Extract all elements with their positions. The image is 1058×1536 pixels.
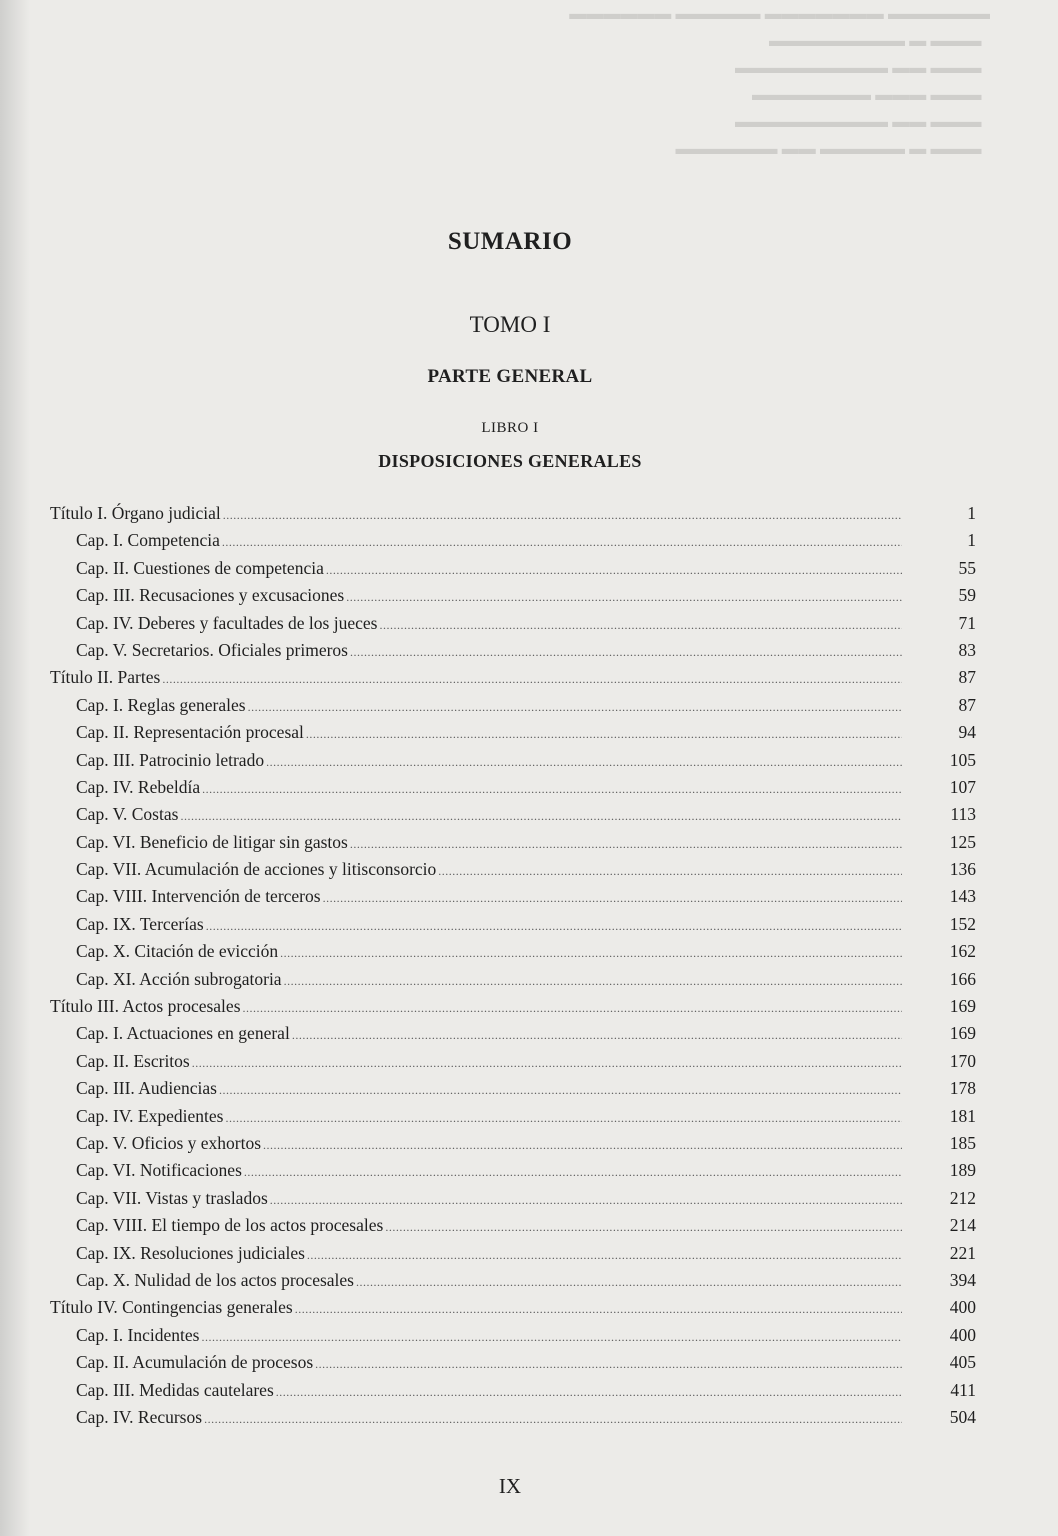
dot-leader	[202, 776, 902, 803]
toc-page-number: 212	[949, 1187, 976, 1208]
toc-entry-label: Título II. Partes	[50, 667, 161, 688]
book-heading: LIBRO I	[481, 420, 539, 436]
toc-page-number: 214	[949, 1215, 976, 1236]
document-title: SUMARIO	[447, 228, 573, 255]
toc-page-number: 504	[949, 1406, 976, 1427]
toc-page-number: 152	[949, 913, 976, 934]
toc-page-number: 394	[949, 1269, 976, 1290]
dot-leader	[306, 721, 902, 748]
show-through-texture: ▬▬▬▬▬▬ ▬▬▬▬▬▬▬ ▬▬▬▬▬ ▬▬▬▬▬▬ ▬▬▬ ▬ ▬▬▬▬▬▬▬▬ ▬▬▬ ▬▬ ▬▬▬▬▬▬▬▬▬ ▬▬▬ ▬▬▬ ▬▬▬▬▬▬▬ ▬▬▬ ▬▬ ▬▬▬▬▬▬▬▬▬ ▬▬▬ ▬ ▬▬▬▬▬ ▬▬ ▬▬▬▬▬▬	[569, 4, 990, 158]
toc-page-number: 411	[950, 1379, 976, 1400]
dot-leader	[307, 1242, 902, 1269]
toc-entry-label: Cap. V. Secretarios. Oficiales primeros	[76, 639, 348, 660]
toc-page-number: 87	[958, 667, 976, 688]
toc-entry-label: Cap. VII. Vistas y traslados	[76, 1187, 268, 1208]
toc-chapter-entry	[50, 1185, 976, 1212]
dot-leader	[204, 1406, 902, 1433]
toc-entry-label: Cap. V. Costas	[76, 804, 179, 825]
dot-leader	[270, 1187, 902, 1214]
toc-chapter-entry	[50, 582, 976, 609]
toc-page-number: 87	[958, 694, 976, 715]
toc-chapter-entry	[50, 555, 976, 582]
dot-leader	[243, 995, 902, 1022]
toc-chapter-entry	[50, 883, 976, 910]
dot-leader	[323, 885, 902, 912]
toc-entry-label: Cap. IV. Deberes y facultades de los jueces	[76, 612, 378, 633]
toc-entry-label: Cap. II. Cuestiones de competencia	[76, 557, 324, 578]
dot-leader	[192, 1050, 902, 1077]
volume-heading: TOMO I	[469, 312, 551, 337]
toc-title-entry	[50, 664, 976, 691]
toc-page-number: 170	[949, 1050, 976, 1071]
toc-entry-label: Cap. I. Actuaciones en general	[76, 1023, 290, 1044]
toc-entry-label: Cap. III. Medidas cautelares	[76, 1379, 274, 1400]
toc-entry-label: Título III. Actos procesales	[50, 996, 241, 1017]
toc-entry-label: Cap. VIII. Intervención de terceros	[76, 886, 321, 907]
toc-chapter-entry	[50, 747, 976, 774]
toc-entry-label: Cap. X. Citación de evicción	[76, 941, 279, 962]
dot-leader	[346, 584, 902, 611]
dot-leader	[222, 529, 902, 556]
toc-page-number: 94	[958, 722, 976, 743]
toc-chapter-entry	[50, 801, 976, 828]
toc-title-entry	[50, 1294, 976, 1321]
toc-title-entry	[50, 500, 976, 527]
toc-entry-label: Cap. VII. Acumulación de acciones y litisconsorcio	[76, 859, 437, 880]
toc-entry-label: Cap. VIII. El tiempo de los actos procesales	[76, 1215, 384, 1236]
toc-chapter-entry	[50, 1103, 976, 1130]
toc-chapter-entry	[50, 829, 976, 856]
toc-chapter-entry	[50, 637, 976, 664]
toc-entry-label: Cap. III. Audiencias	[76, 1078, 217, 1099]
toc-chapter-entry	[50, 1377, 976, 1404]
toc-chapter-entry	[50, 1157, 976, 1184]
toc-page-number: 1	[967, 530, 976, 551]
toc-chapter-entry	[50, 1212, 976, 1239]
toc-entry-label: Título I. Órgano judicial	[50, 503, 221, 523]
table-of-contents	[50, 500, 976, 1431]
toc-entry-label: Cap. V. Oficios y exhortos	[76, 1132, 262, 1153]
toc-page-number: 71	[958, 612, 976, 633]
toc-chapter-entry	[50, 527, 976, 554]
toc-chapter-entry	[50, 1322, 976, 1349]
page-folio: IX	[498, 1474, 522, 1498]
dot-leader	[292, 1022, 902, 1049]
toc-page-number: 162	[949, 941, 976, 962]
toc-page-number: 1	[967, 503, 976, 523]
toc-chapter-entry	[50, 774, 976, 801]
toc-page-number: 185	[949, 1132, 976, 1153]
dot-leader	[219, 1077, 902, 1104]
dot-leader	[350, 639, 902, 666]
dot-leader	[385, 1214, 902, 1241]
toc-page-number: 105	[949, 749, 976, 770]
dot-leader	[326, 557, 902, 584]
dot-leader	[180, 803, 902, 830]
dot-leader	[201, 1324, 902, 1351]
toc-chapter-entry	[50, 1267, 976, 1294]
toc-entry-label: Cap. I. Incidentes	[76, 1324, 200, 1345]
toc-chapter-entry	[50, 610, 976, 637]
toc-page-number: 169	[949, 996, 976, 1017]
toc-page-number: 400	[949, 1324, 976, 1345]
dot-leader	[315, 1351, 902, 1378]
dot-leader	[350, 831, 902, 858]
toc-entry-label: Título IV. Contingencias generales	[50, 1297, 293, 1318]
toc-page-number: 405	[949, 1352, 976, 1373]
dot-leader	[276, 1379, 902, 1406]
toc-page-number: 166	[949, 968, 976, 989]
toc-entry-label: Cap. IV. Recursos	[76, 1406, 203, 1427]
dot-leader	[266, 749, 902, 776]
toc-chapter-entry	[50, 938, 976, 965]
toc-chapter-entry	[50, 1048, 976, 1075]
dot-leader	[206, 913, 902, 940]
toc-entry-label: Cap. III. Recusaciones y excusaciones	[76, 585, 345, 606]
toc-page-number: 178	[949, 1078, 976, 1099]
toc-page-number: 107	[949, 776, 976, 797]
toc-entry-label: Cap. III. Patrocinio letrado	[76, 749, 265, 770]
dot-leader	[438, 858, 902, 885]
toc-chapter-entry	[50, 911, 976, 938]
toc-chapter-entry	[50, 1020, 976, 1047]
toc-page-number: 400	[949, 1297, 976, 1318]
toc-page-number: 83	[958, 639, 976, 660]
toc-title-entry	[50, 993, 976, 1020]
toc-chapter-entry	[50, 1349, 976, 1376]
toc-entry-label: Cap. VI. Beneficio de litigar sin gastos	[76, 831, 348, 852]
toc-entry-label: Cap. VI. Notificaciones	[76, 1160, 242, 1181]
toc-chapter-entry	[50, 719, 976, 746]
toc-entry-label: Cap. I. Competencia	[76, 530, 220, 551]
dot-leader	[263, 1132, 902, 1159]
dot-leader	[295, 1296, 902, 1323]
toc-page-number: 113	[950, 804, 976, 825]
toc-chapter-entry	[50, 966, 976, 993]
part-heading: PARTE GENERAL	[427, 366, 593, 387]
toc-entry-label: Cap. IX. Resoluciones judiciales	[76, 1242, 305, 1263]
toc-page-number: 136	[949, 859, 976, 880]
toc-chapter-entry	[50, 1075, 976, 1102]
toc-chapter-entry	[50, 1404, 976, 1431]
toc-entry-label: Cap. XI. Acción subrogatoria	[76, 968, 282, 989]
dot-leader	[356, 1269, 902, 1296]
toc-page-number: 59	[958, 585, 976, 606]
dot-leader	[244, 1159, 902, 1186]
dot-leader	[379, 612, 902, 639]
toc-page-number: 125	[949, 831, 976, 852]
dot-leader	[225, 1105, 902, 1132]
toc-entry-label: Cap. II. Representación procesal	[76, 722, 304, 743]
toc-entry-label: Cap. I. Reglas generales	[76, 694, 246, 715]
toc-entry-label: Cap. IV. Expedientes	[76, 1105, 224, 1126]
toc-chapter-entry	[50, 856, 976, 883]
toc-chapter-entry	[50, 692, 976, 719]
toc-page-number: 55	[958, 557, 976, 578]
toc-entry-label: Cap. II. Acumulación de procesos	[76, 1352, 314, 1373]
toc-page-number: 221	[949, 1242, 976, 1263]
toc-entry-label: Cap. IX. Tercerías	[76, 913, 204, 934]
toc-page-number: 143	[949, 886, 976, 907]
toc-page-number: 169	[949, 1023, 976, 1044]
toc-page-number: 189	[949, 1160, 976, 1181]
dot-leader	[284, 968, 902, 995]
dot-leader	[280, 940, 902, 967]
toc-chapter-entry	[50, 1240, 976, 1267]
toc-page-number: 181	[949, 1105, 976, 1126]
toc-chapter-entry	[50, 1130, 976, 1157]
dot-leader	[162, 666, 902, 693]
book-title: DISPOSICIONES GENERALES	[378, 451, 642, 471]
dot-leader	[223, 502, 902, 529]
dot-leader	[248, 694, 902, 721]
toc-entry-label: Cap. II. Escritos	[76, 1050, 190, 1071]
toc-entry-label: Cap. X. Nulidad de los actos procesales	[76, 1269, 354, 1290]
toc-entry-label: Cap. IV. Rebeldía	[76, 776, 201, 797]
